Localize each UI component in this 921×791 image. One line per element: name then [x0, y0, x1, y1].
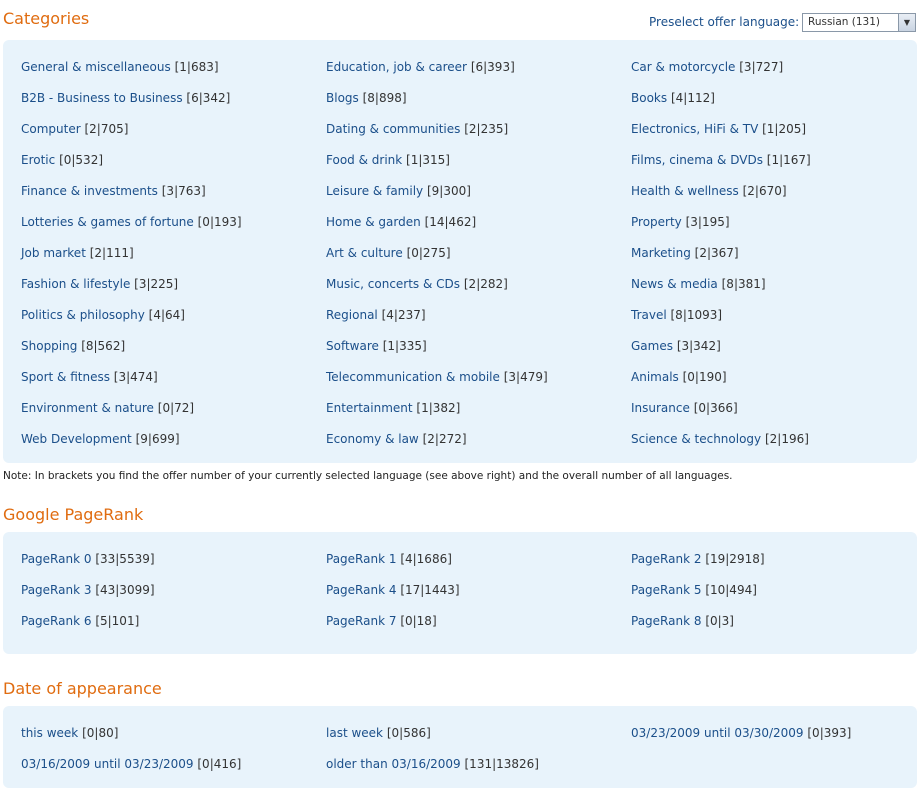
- list-item: [21, 60, 219, 74]
- item-link[interactable]: older than 03/16/2009: [326, 757, 461, 771]
- list-item: [631, 726, 851, 740]
- list-item: [631, 552, 765, 566]
- item-count: [6|393]: [470, 60, 515, 74]
- note-text: Note: In brackets you find the offer number of your currently selected language (see above right) and the overall number of all languages.: [3, 470, 733, 482]
- pagerank-panel: [3, 532, 917, 654]
- item-count: [3|479]: [503, 370, 548, 384]
- item-count: [1|205]: [762, 122, 807, 136]
- categories-panel: [3, 40, 917, 463]
- item-link[interactable]: Animals: [631, 370, 679, 384]
- list-item: [21, 277, 178, 291]
- item-link[interactable]: PageRank 2: [631, 552, 702, 566]
- list-item: [631, 91, 715, 105]
- item-link[interactable]: Erotic: [21, 153, 56, 167]
- item-link[interactable]: PageRank 8: [631, 614, 702, 628]
- item-link[interactable]: Home & garden: [326, 215, 421, 229]
- list-item: [326, 246, 451, 260]
- item-link[interactable]: Travel: [631, 308, 667, 322]
- item-count: [2|235]: [464, 122, 509, 136]
- list-item: [631, 583, 757, 597]
- list-item: [631, 153, 811, 167]
- item-count: [0|80]: [82, 726, 119, 740]
- item-count: [4|112]: [670, 91, 715, 105]
- list-item: [21, 552, 155, 566]
- item-link[interactable]: Blogs: [326, 91, 359, 105]
- list-item: [631, 339, 721, 353]
- item-link[interactable]: Films, cinema & DVDs: [631, 153, 763, 167]
- item-count: [8|562]: [81, 339, 126, 353]
- item-link[interactable]: Web Development: [21, 432, 132, 446]
- item-count: [3|195]: [685, 215, 730, 229]
- item-link[interactable]: News & media: [631, 277, 718, 291]
- list-item: [21, 757, 241, 771]
- item-link[interactable]: last week: [326, 726, 383, 740]
- list-item: [21, 401, 194, 415]
- item-count: [2|367]: [694, 246, 739, 260]
- item-count: [3|474]: [113, 370, 158, 384]
- item-count: [0|72]: [157, 401, 195, 415]
- item-count: [2|705]: [84, 122, 129, 136]
- item-count: [0|416]: [197, 757, 242, 771]
- item-link[interactable]: General & miscellaneous: [21, 60, 171, 74]
- item-count: [2|282]: [463, 277, 508, 291]
- item-link[interactable]: 03/16/2009 until 03/23/2009: [21, 757, 194, 771]
- item-count: [3|727]: [739, 60, 784, 74]
- item-count: [43|3099]: [95, 583, 155, 597]
- date-title: Date of appearance: [3, 679, 162, 698]
- item-link[interactable]: Fashion & lifestyle: [21, 277, 131, 291]
- list-item: [326, 308, 426, 322]
- list-item: [631, 60, 783, 74]
- item-link[interactable]: PageRank 3: [21, 583, 92, 597]
- list-item: [326, 432, 467, 446]
- list-item: [21, 432, 180, 446]
- item-count: [33|5539]: [95, 552, 155, 566]
- item-link[interactable]: Shopping: [21, 339, 78, 353]
- item-count: [0|193]: [197, 215, 242, 229]
- item-link[interactable]: Electronics, HiFi & TV: [631, 122, 759, 136]
- item-count: [4|237]: [381, 308, 426, 322]
- list-item: [326, 122, 508, 136]
- list-item: [21, 614, 139, 628]
- item-link[interactable]: Economy & law: [326, 432, 419, 446]
- item-link[interactable]: Games: [631, 339, 673, 353]
- list-item: [21, 583, 155, 597]
- item-link[interactable]: PageRank 7: [326, 614, 397, 628]
- list-item: [21, 122, 128, 136]
- item-count: [8|1093]: [670, 308, 723, 322]
- item-link[interactable]: PageRank 5: [631, 583, 702, 597]
- list-item: [326, 401, 460, 415]
- list-item: [326, 614, 437, 628]
- item-count: [0|190]: [682, 370, 727, 384]
- item-link[interactable]: Car & motorcycle: [631, 60, 736, 74]
- item-count: [1|382]: [416, 401, 461, 415]
- list-item: [326, 60, 515, 74]
- list-item: [631, 308, 722, 322]
- item-link[interactable]: Environment & nature: [21, 401, 154, 415]
- item-link[interactable]: Software: [326, 339, 379, 353]
- language-select[interactable]: [802, 13, 916, 32]
- item-link[interactable]: Health & wellness: [631, 184, 739, 198]
- item-count: [10|494]: [705, 583, 757, 597]
- item-count: [2|272]: [422, 432, 467, 446]
- list-item: [631, 401, 738, 415]
- item-count: [3|342]: [676, 339, 721, 353]
- list-item: [21, 91, 230, 105]
- item-link[interactable]: Lotteries & games of fortune: [21, 215, 194, 229]
- language-label: Preselect offer language:: [649, 15, 800, 29]
- item-count: [0|275]: [406, 246, 451, 260]
- list-item: [21, 184, 206, 198]
- list-item: [326, 552, 452, 566]
- item-link[interactable]: Leisure & family: [326, 184, 424, 198]
- item-link[interactable]: Politics & philosophy: [21, 308, 145, 322]
- list-item: [326, 726, 431, 740]
- item-link[interactable]: Entertainment: [326, 401, 413, 415]
- item-count: [0|18]: [400, 614, 437, 628]
- item-count: [8|898]: [362, 91, 407, 105]
- item-count: [19|2918]: [705, 552, 765, 566]
- item-link[interactable]: this week: [21, 726, 79, 740]
- list-item: [326, 184, 471, 198]
- item-count: [0|3]: [705, 614, 734, 628]
- item-link[interactable]: Sport & fitness: [21, 370, 110, 384]
- item-link[interactable]: Insurance: [631, 401, 690, 415]
- item-link[interactable]: Job market: [21, 246, 86, 260]
- list-item: [326, 370, 548, 384]
- item-count: [1|167]: [766, 153, 811, 167]
- list-item: [21, 308, 185, 322]
- list-item: [21, 370, 158, 384]
- item-count: [5|101]: [95, 614, 140, 628]
- item-link[interactable]: Property: [631, 215, 682, 229]
- item-link[interactable]: PageRank 6: [21, 614, 92, 628]
- item-count: [14|462]: [424, 215, 477, 229]
- item-count: [0|366]: [693, 401, 738, 415]
- list-item: [21, 215, 242, 229]
- categories-title: Categories: [3, 9, 90, 28]
- item-count: [1|335]: [382, 339, 427, 353]
- item-link[interactable]: Computer: [21, 122, 81, 136]
- item-link[interactable]: PageRank 4: [326, 583, 397, 597]
- item-count: [0|586]: [386, 726, 431, 740]
- date-panel: [3, 706, 917, 788]
- item-link[interactable]: PageRank 1: [326, 552, 397, 566]
- item-link[interactable]: Regional: [326, 308, 378, 322]
- list-item: [326, 91, 407, 105]
- item-count: [9|300]: [426, 184, 471, 198]
- item-count: [1|683]: [174, 60, 219, 74]
- language-select-value: Russian (131): [808, 16, 880, 28]
- item-link[interactable]: Dating & communities: [326, 122, 461, 136]
- item-count: [9|699]: [135, 432, 180, 446]
- list-item: [326, 215, 476, 229]
- list-item: [326, 757, 539, 771]
- list-item: [21, 726, 118, 740]
- list-item: [631, 246, 739, 260]
- item-link[interactable]: Science & technology: [631, 432, 762, 446]
- item-link[interactable]: Marketing: [631, 246, 691, 260]
- item-count: [3|225]: [134, 277, 179, 291]
- list-item: [631, 184, 787, 198]
- item-count: [4|64]: [148, 308, 185, 322]
- list-item: [631, 614, 734, 628]
- item-link[interactable]: B2B - Business to Business: [21, 91, 183, 105]
- list-item: [326, 583, 460, 597]
- item-count: [0|532]: [59, 153, 104, 167]
- item-count: [2|111]: [89, 246, 134, 260]
- item-link[interactable]: PageRank 0: [21, 552, 92, 566]
- item-count: [2|670]: [742, 184, 787, 198]
- item-link[interactable]: Food & drink: [326, 153, 403, 167]
- item-count: [4|1686]: [400, 552, 452, 566]
- list-item: [326, 153, 450, 167]
- item-link[interactable]: Music, concerts & CDs: [326, 277, 461, 291]
- list-item: [21, 153, 103, 167]
- item-count: [131|13826]: [464, 757, 539, 771]
- item-count: [2|196]: [764, 432, 809, 446]
- item-count: [1|315]: [406, 153, 450, 167]
- item-count: [8|381]: [721, 277, 766, 291]
- item-link[interactable]: Education, job & career: [326, 60, 467, 74]
- item-link[interactable]: Telecommunication & mobile: [326, 370, 500, 384]
- item-link[interactable]: Books: [631, 91, 668, 105]
- item-count: [3|763]: [161, 184, 206, 198]
- item-link[interactable]: Finance & investments: [21, 184, 158, 198]
- item-count: [6|342]: [186, 91, 231, 105]
- list-item: [326, 339, 427, 353]
- list-item: [21, 246, 134, 260]
- item-count: [0|393]: [807, 726, 852, 740]
- list-item: [631, 277, 766, 291]
- pagerank-title: Google PageRank: [3, 505, 144, 524]
- list-item: [631, 370, 727, 384]
- list-item: [631, 432, 809, 446]
- item-link[interactable]: Art & culture: [326, 246, 403, 260]
- chevron-down-icon[interactable]: ▼: [898, 14, 915, 31]
- item-count: [17|1443]: [400, 583, 460, 597]
- list-item: [631, 122, 806, 136]
- list-item: [21, 339, 125, 353]
- item-link[interactable]: 03/23/2009 until 03/30/2009: [631, 726, 804, 740]
- list-item: [631, 215, 730, 229]
- list-item: [326, 277, 508, 291]
